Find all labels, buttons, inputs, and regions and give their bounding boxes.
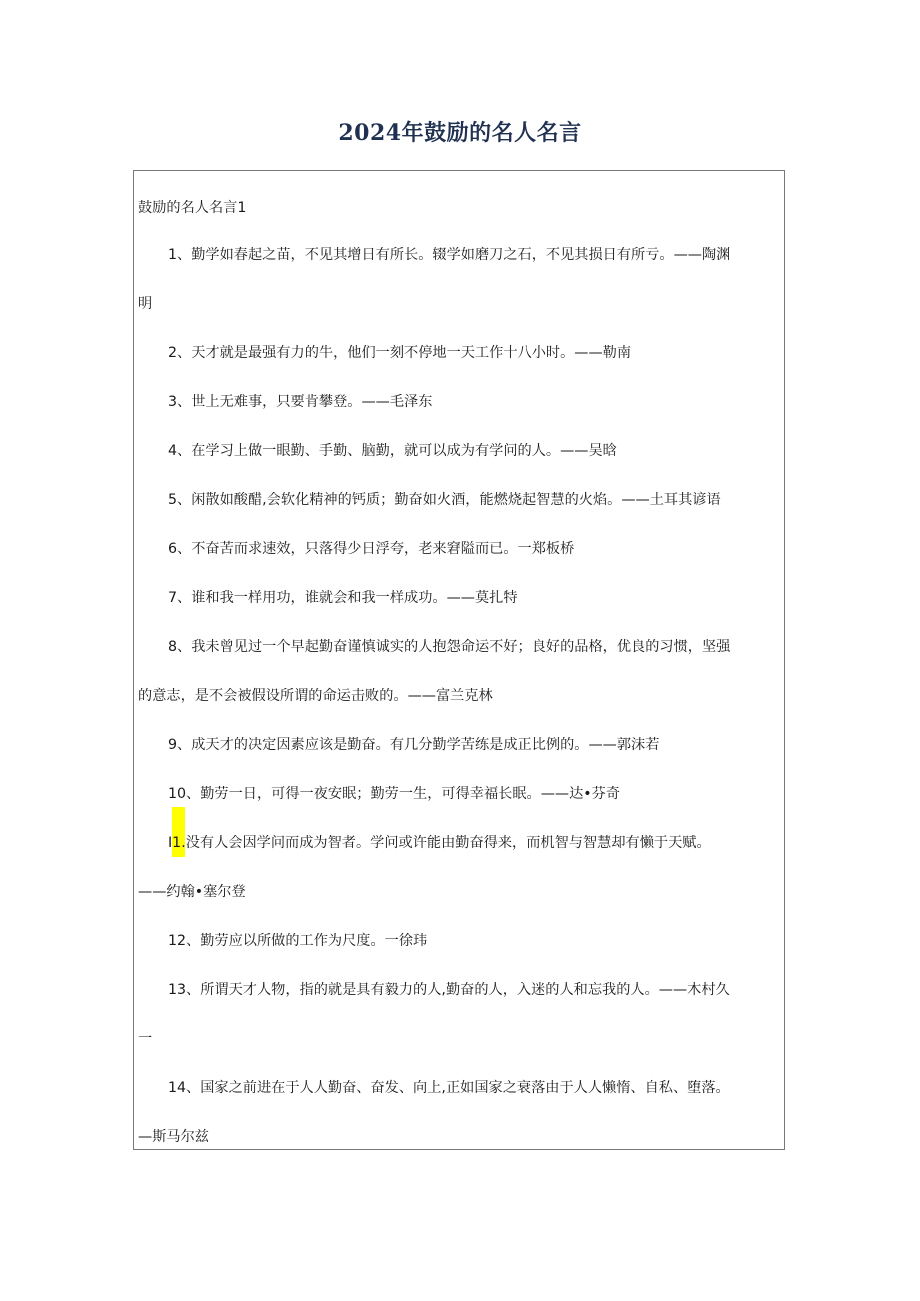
quote-11-line-2: ——约翰•塞尔登 xyxy=(138,884,246,900)
quote-11-line-1: I1.没有人会因学问而成为智者。学问或许能由勤奋得来，而机智与智慧却有懒于天赋。 xyxy=(168,835,711,851)
quote-10: 10、勤劳一日，可得一夜安眠；勤劳一生，可得幸福长眠。——达•芬奇 xyxy=(168,786,621,802)
content-frame xyxy=(133,170,785,1150)
quote-1-line-2: 明 xyxy=(138,296,153,312)
quote-6: 6、不奋苦而求速效，只落得少日浮夸，老来窘隘而已。一郑板桥 xyxy=(168,541,575,557)
quote-12: 12、勤劳应以所做的工作为尺度。一徐玮 xyxy=(168,933,428,949)
quote-14-line-1: 14、国家之前进在于人人勤奋、奋发、向上,正如国家之衰落由于人人懒惰、自私、堕落。 xyxy=(168,1080,730,1096)
quote-2: 2、天才就是最强有力的牛，他们一刻不停地一天工作十八小时。——勒南 xyxy=(168,345,632,361)
quote-13-line-1: 13、所谓天才人物，指的就是具有毅力的人,勤奋的人，入迷的人和忘我的人。——木村久 xyxy=(168,982,730,998)
quote-13-line-2: 一 xyxy=(138,1031,153,1047)
quote-8-line-2: 的意志，是不会被假设所谓的命运击败的。——富兰克林 xyxy=(138,688,493,704)
quote-5: 5、闲散如酸醋,会软化精神的钙质；勤奋如火酒，能燃烧起智慧的火焰。——土耳其谚语 xyxy=(168,492,721,508)
quote-8-line-1: 8、我未曾见过一个早起勤奋谨慎诚实的人抱怨命运不好；良好的品格，优良的习惯，坚强 xyxy=(168,639,731,655)
section-heading: 鼓励的名人名言1 xyxy=(138,200,247,216)
quote-7: 7、谁和我一样用功，谁就会和我一样成功。——莫扎特 xyxy=(168,590,518,606)
quote-1-line-1: 1、勤学如春起之苗，不见其增日有所长。辍学如磨刀之石，不见其损日有所亏。——陶渊 xyxy=(168,247,731,263)
quote-4: 4、在学习上做一眼勤、手勤、脑勤，就可以成为有学问的人。——吴晗 xyxy=(168,443,617,459)
page-title: 2024年鼓励的名人名言 xyxy=(338,120,582,146)
quote-3: 3、世上无难事，只要肯攀登。——毛泽东 xyxy=(168,394,433,410)
quote-14-line-2: —斯马尔兹 xyxy=(138,1129,209,1145)
quote-9: 9、成天才的决定因素应该是勤奋。有几分勤学苦练是成正比例的。——郭沫若 xyxy=(168,737,660,753)
